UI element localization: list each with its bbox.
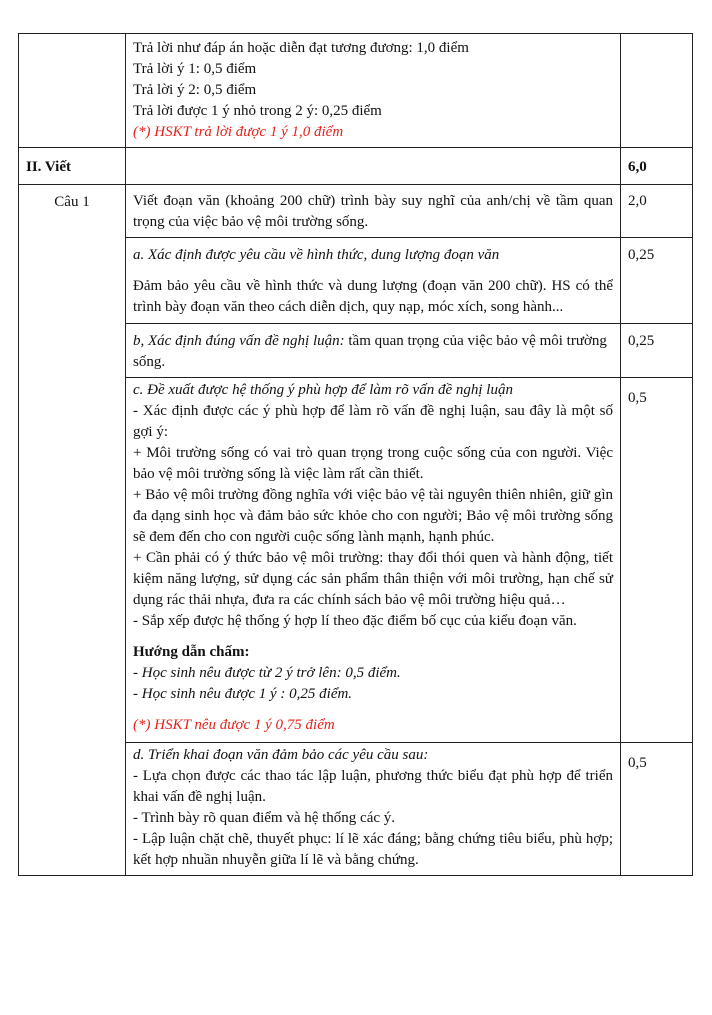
part-d-cell (126, 743, 621, 876)
question-prompt: Viết đoạn văn (khoảng 200 chữ) trình bày suy nghĩ của anh/chị về tầm quan trọng của việc bảo vệ môi trường sống. (126, 185, 621, 238)
part-d-heading: d. Triển khai đoạn văn đảm bảo các yêu cầu sau: (133, 747, 429, 763)
part-c-point: - Xác định được các ý phù hợp để làm rõ vấn đề nghị luận, sau đây là một số gợi ý: (133, 403, 613, 440)
hskt-note: (*) HSKT trả lời được 1 ý 1,0 điểm (133, 124, 344, 140)
question-label: Câu 1 (19, 185, 126, 876)
part-a-body: Đảm bảo yêu cầu về hình thức và dung lượng (đoạn văn 200 chữ). HS có thể trình bày đoạn văn theo cách diễn dịch, quy nạp, móc xích, song hành... (133, 278, 613, 315)
grading-table (18, 33, 693, 876)
part-b-score: 0,25 (621, 324, 693, 378)
guide-line: - Học sinh nêu được từ 2 ý trở lên: 0,5 điểm. (133, 665, 401, 681)
section-label: II. Viết (19, 148, 126, 185)
answer-scoring-cell (126, 34, 621, 148)
part-c-point: + Cần phải có ý thức bảo vệ môi trường: thay đổi thói quen và hành động, tiết kiệm năng lượng, sử dụng các sản phẩm thân thiện với môi trường, hạn chế sử dụng rác thải nhựa, đưa ra các chính sách bảo vệ môi trường hiệu quả… (133, 550, 613, 608)
part-c-heading: c. Đề xuất được hệ thống ý phù hợp để làm rõ vấn đề nghị luận (133, 382, 513, 398)
part-c-point: + Bảo vệ môi trường đồng nghĩa với việc bảo vệ tài nguyên thiên nhiên, giữ gìn đa dạng sinh học và đảm bảo sức khỏe cho con người; Bảo vệ môi trường sống sẽ đem đến cho con người cuộc sống lành mạnh, hạnh phúc. (133, 487, 613, 545)
question-score: 2,0 (621, 185, 693, 238)
empty-cell (126, 148, 621, 185)
part-a-heading: a. Xác định được yêu cầu về hình thức, dung lượng đoạn văn (133, 247, 500, 263)
row-question-1 (19, 185, 693, 238)
part-c-score: 0,5 (621, 378, 693, 743)
part-d-point: - Trình bày rõ quan điểm và hệ thống các ý. (133, 810, 396, 826)
part-d-score: 0,5 (621, 743, 693, 876)
scoring-line: Trả lời được 1 ý nhỏ trong 2 ý: 0,25 điểm (133, 103, 382, 119)
scoring-line: Trả lời ý 1: 0,5 điểm (133, 61, 257, 77)
part-a-score: 0,25 (621, 238, 693, 324)
empty-cell (19, 34, 126, 148)
row-section-writing (19, 148, 693, 185)
scoring-line: Trả lời như đáp án hoặc diễn đạt tương đương: 1,0 điểm (133, 40, 469, 56)
part-d-point: - Lựa chọn được các thao tác lập luận, phương thức biểu đạt phù hợp để triển khai vấn đề nghị luận. (133, 768, 613, 805)
hskt-note: (*) HSKT nêu được 1 ý 0,75 điểm (133, 717, 335, 733)
part-b-body: tầm quan trọng của việc bảo vệ môi trường sống. (133, 333, 607, 370)
guide-line: - Học sinh nêu được 1 ý : 0,25 điểm. (133, 686, 353, 702)
empty-cell (621, 34, 693, 148)
part-a-cell (126, 238, 621, 324)
part-c-cell (126, 378, 621, 743)
part-c-point: + Môi trường sống có vai trò quan trọng trong cuộc sống của con người. Việc bảo vệ môi trường sống là việc làm rất cần thiết. (133, 445, 613, 482)
part-b-cell (126, 324, 621, 378)
part-b-heading: b, Xác định đúng vấn đề nghị luận: (133, 333, 345, 349)
part-d-point: - Lập luận chặt chẽ, thuyết phục: lí lẽ xác đáng; bằng chứng tiêu biểu, phù hợp; kết hợp nhuần nhuyễn giữa lí lẽ và bằng chứng. (133, 831, 613, 868)
scoring-line: Trả lời ý 2: 0,5 điểm (133, 82, 257, 98)
part-c-point: - Sắp xếp được hệ thống ý hợp lí theo đặc điểm bố cục của kiểu đoạn văn. (133, 613, 577, 629)
section-score: 6,0 (621, 148, 693, 185)
guide-title: Hướng dẫn chấm: (133, 644, 250, 660)
row-answer-scoring (19, 34, 693, 148)
